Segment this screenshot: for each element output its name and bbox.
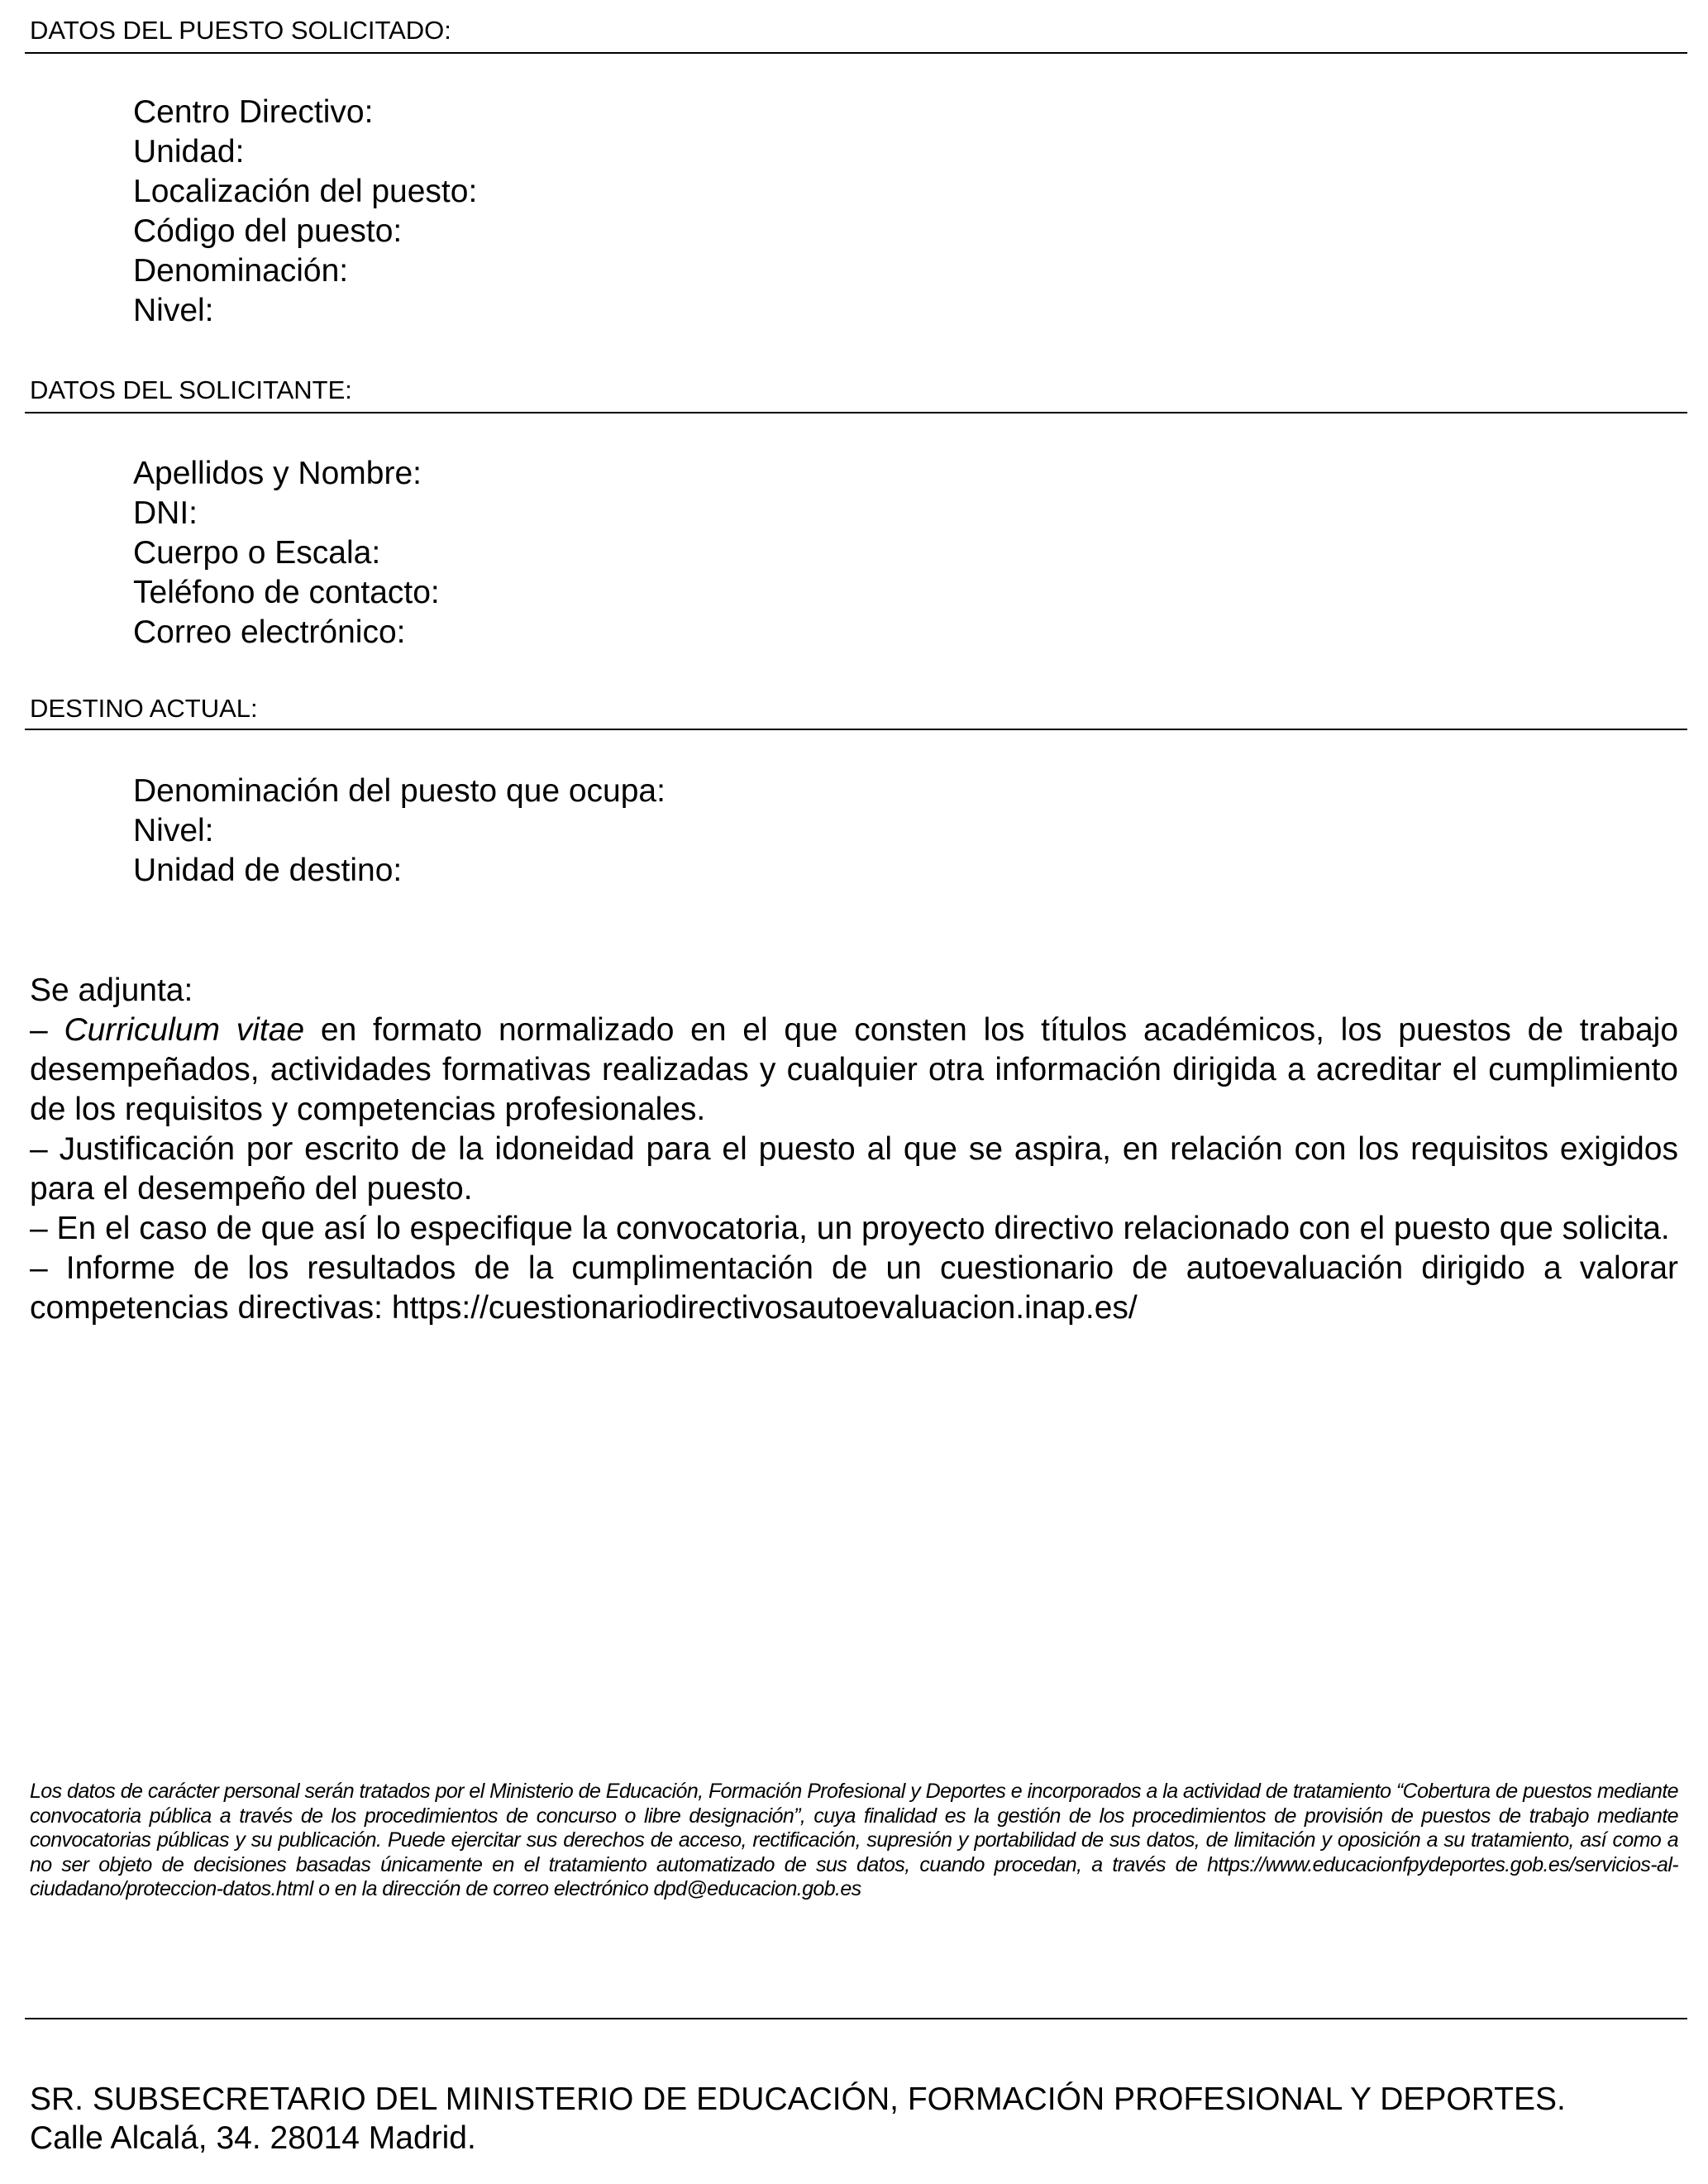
field-localizacion: Localización del puesto: <box>133 174 478 209</box>
field-cuerpo-escala: Cuerpo o Escala: <box>133 535 381 571</box>
destino-actual-fields <box>133 772 666 891</box>
addressee-address: Calle Alcalá, 34. 28014 Madrid. <box>30 2120 476 2156</box>
field-telefono: Teléfono de contacto: <box>133 575 440 610</box>
puesto-solicitado-fields <box>133 93 477 331</box>
field-apellidos-nombre: Apellidos y Nombre: <box>133 456 422 491</box>
section-divider <box>25 729 1687 730</box>
section-title-puesto-solicitado: DATOS DEL PUESTO SOLICITADO: <box>30 16 451 45</box>
attachments-section <box>30 971 1678 1328</box>
field-dni: DNI: <box>133 495 198 531</box>
field-unidad-destino: Unidad de destino: <box>133 853 403 888</box>
cv-text: en formato normalizado en el que consten los títulos académicos, los puestos de trabajo desempeñados, actividades formativas realizadas y cualquier otra información dirigida a acreditar el cumplimiento de los requisitos y competencias profesionales. <box>30 1012 1679 1127</box>
field-nivel: Nivel: <box>133 293 214 328</box>
dash: – <box>30 1012 64 1048</box>
section-title-destino-actual: DESTINO ACTUAL: <box>30 694 258 723</box>
attachment-item-cv <box>30 1011 1678 1130</box>
addressee-title: SR. SUBSECRETARIO DEL MINISTERIO DE EDUCACIÓN, FORMACIÓN PROFESIONAL Y DEPORTES. <box>30 2081 1566 2117</box>
field-centro-directivo: Centro Directivo: <box>133 94 374 130</box>
attachments-heading: Se adjunta: <box>30 973 193 1008</box>
section-divider <box>25 412 1687 413</box>
field-correo: Correo electrónico: <box>133 614 406 650</box>
addressee <box>30 2080 1566 2158</box>
attachment-item-justificacion: – Justificación por escrito de la idoneidad para el puesto al que se aspira, en relación con los requisitos exigidos para el desempeño del puesto. <box>30 1131 1678 1207</box>
field-nivel: Nivel: <box>133 813 214 848</box>
field-denominacion-puesto: Denominación del puesto que ocupa: <box>133 773 666 809</box>
solicitante-fields <box>133 454 440 652</box>
field-denominacion: Denominación: <box>133 253 349 289</box>
cv-italic: Curriculum vitae <box>64 1012 305 1048</box>
section-title-solicitante: DATOS DEL SOLICITANTE: <box>30 375 352 404</box>
footer-divider <box>25 2018 1687 2019</box>
field-codigo: Código del puesto: <box>133 213 403 249</box>
attachment-item-proyecto: – En el caso de que así lo especifique la convocatoria, un proyecto directivo relacionado con el puesto que solicita. <box>30 1211 1670 1246</box>
field-unidad: Unidad: <box>133 134 245 170</box>
attachment-item-informe: – Informe de los resultados de la cumplimentación de un cuestionario de autoevaluación dirigido a valorar competencias directivas: https://cuestionariodirectivosautoevaluacion.inap.es/ <box>30 1250 1678 1326</box>
privacy-notice: Los datos de carácter personal serán tratados por el Ministerio de Educación, Formación Profesional y Deportes e incorporados a la actividad de tratamiento “Cobertura de puestos mediante convocatoria pública a través de los procedimientos de concurso o libre designación”, cuya finalidad es la gestión de los procedimientos de provisión de puestos de trabajo mediante convocatorias públicas y su publicación. Puede ejercitar sus derechos de acceso, rectificación, supresión y portabilidad de sus datos, de limitación y oposición a su tratamiento, así como a no ser objeto de decisiones basadas únicamente en el tratamiento automatizado de sus datos, cuando procedan, a través de https://www.educacionfpydeportes.gob.es/servicios-al-ciudadano/proteccion-datos.html o en la dirección de correo electrónico dpd@educacion.gob.es <box>30 1780 1678 1901</box>
section-divider <box>25 52 1687 54</box>
